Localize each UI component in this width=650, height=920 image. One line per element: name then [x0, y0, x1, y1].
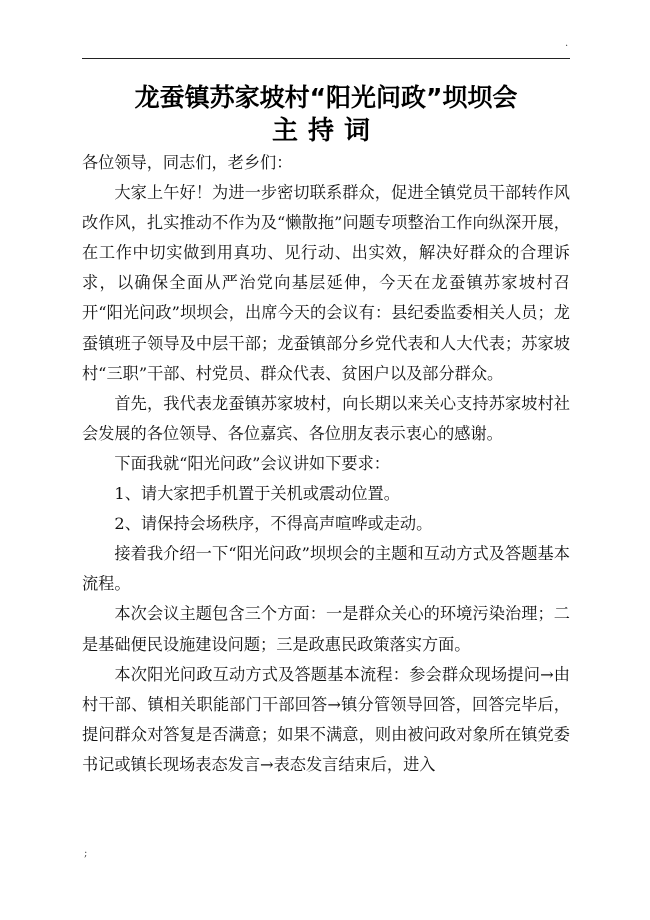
paragraph-themes: 本次会议主题包含三个方面：一是群众关心的环境污染治理；二是基础便民设施建设问题；三是政惠民政策落实方面。	[82, 604, 570, 654]
paragraph-theme-intro: 接着我介绍一下“阳光问政”坝坝会的主题和互动方式及答题基本流程。	[82, 544, 570, 594]
requirement-item-1: 1、请大家把手机置于关机或震动位置。	[114, 484, 400, 504]
document-title: 龙蚕镇苏家坡村“阳光问政”坝坝会	[134, 83, 518, 112]
paragraph-opening: 大家上午好！为进一步密切联系群众，促进全镇党员干部转作风改作风，扎实推动不作为及“懒散拖”问题专项整治工作向纵深开展，在工作中切实做到用真功、见行动、出实效，解决好群众的合理诉求，以确保全面从严治党向基层延伸，今天在龙蚕镇苏家坡村召开“阳光问政”坝坝会，出席今天的会议有：县纪委监委相关人员；龙蚕镇班子领导及中层干部；龙蚕镇部分乡党代表和人大代表；苏家坡村“三职”干部、村党员、群众代表、贫困户以及部分群众。	[82, 183, 570, 383]
salutation: 各位领导，同志们，老乡们：	[82, 153, 293, 172]
paragraph-requirements-intro: 下面我就“阳光问政”会议讲如下要求：	[114, 453, 390, 473]
document-subtitle: 主持词	[271, 116, 380, 146]
header-rule	[82, 58, 570, 59]
paragraph-process: 本次阳光问政互动方式及答题基本流程：参会群众现场提问→由村干部、镇相关职能部门干部回答→镇分管领导回答，回答完毕后，提问群众对答复是否满意；如果不满意，则由被问政对象所在镇党委书记或镇长现场表态发言→表态发言结束后，进入	[82, 664, 570, 774]
footer-mark: ;	[84, 848, 88, 859]
requirement-item-2: 2、请保持会场秩序，不得高声喧哗或走动。	[114, 514, 433, 534]
paragraph-thanks: 首先，我代表龙蚕镇苏家坡村，向长期以来关心支持苏家坡村社会发展的各位领导、各位嘉宾、各位朋友表示衷心的感谢。	[82, 393, 570, 443]
document-body	[82, 148, 570, 780]
header-mark: .	[565, 38, 569, 49]
